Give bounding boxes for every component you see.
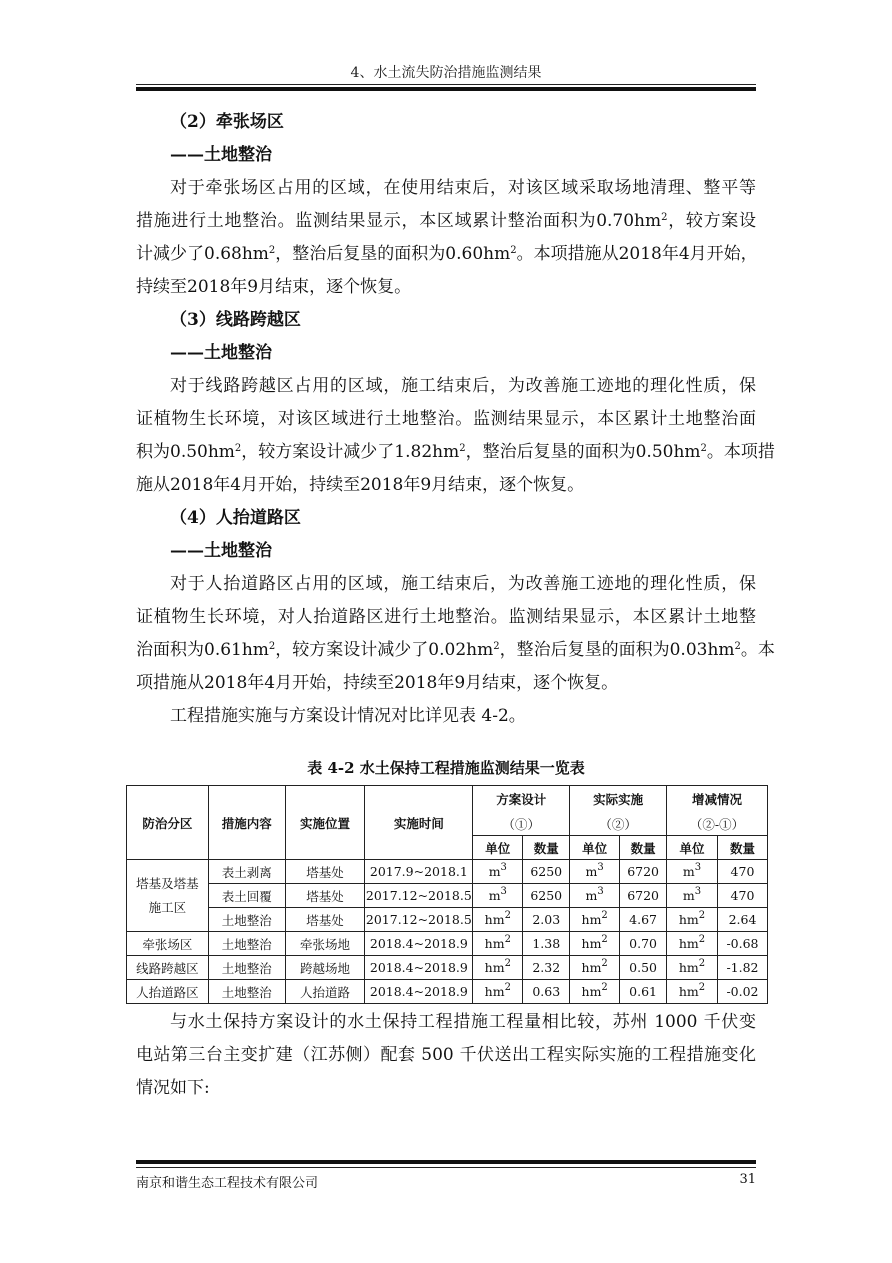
- comparison-note: 工程措施实施与方案设计情况对比详见表 4-2。: [170, 706, 526, 726]
- cell-time: 2018.4~2018.9: [365, 932, 473, 956]
- superscript: 2: [459, 443, 466, 454]
- unit-exponent: 3: [597, 862, 604, 873]
- unit-exponent: 3: [694, 862, 702, 873]
- header-unit: 单位: [570, 836, 620, 860]
- header-rule: [136, 84, 756, 85]
- unit-exponent: 3: [597, 886, 604, 897]
- text-run: ，较方案设计减少了1.82hm: [241, 442, 460, 462]
- cell-location: 塔基处: [285, 860, 365, 884]
- header-change-no: （②-①）: [667, 812, 768, 836]
- paragraph-line: [136, 601, 756, 634]
- cell-qty: 470: [717, 860, 767, 884]
- unit-base: m: [585, 864, 598, 879]
- cell-unit: [473, 908, 523, 932]
- text-run: ，整治后复垦的面积为0.60hm: [275, 244, 511, 264]
- unit-exponent: 2: [601, 982, 608, 993]
- text-run: 积为0.50hm: [136, 442, 235, 462]
- cell-unit: [570, 860, 620, 884]
- paragraph-line: [136, 271, 756, 304]
- footer-company: 南京和谐生态工程技术有限公司: [136, 1176, 319, 1191]
- cell-qty: 1.38: [523, 932, 570, 956]
- table-body: [127, 860, 768, 1004]
- cell-qty: 4.67: [620, 908, 667, 932]
- cell-measure: 表土剥离: [208, 860, 285, 884]
- paragraph-line: 电站第三台主变扩建（江苏侧）配套 500 千伏送出工程实际实施的工程措施变化: [136, 1045, 756, 1065]
- cell-unit: [667, 908, 718, 932]
- cell-qty: 0.70: [620, 932, 667, 956]
- unit-base: hm: [484, 984, 505, 999]
- cell-qty: 2.32: [523, 956, 570, 980]
- unit-base: hm: [484, 960, 505, 975]
- cell-qty: 2.03: [523, 908, 570, 932]
- superscript: 2: [234, 443, 242, 454]
- unit-exponent: 2: [504, 934, 511, 945]
- superscript: 2: [268, 641, 276, 652]
- header-unit: 单位: [667, 836, 718, 860]
- table-row: [127, 908, 768, 932]
- cell-unit: [570, 980, 620, 1004]
- superscript: 2: [661, 212, 668, 223]
- cell-qty: -1.82: [717, 956, 767, 980]
- cell-unit: [667, 932, 718, 956]
- unit-exponent: 2: [698, 982, 706, 993]
- unit-base: m: [682, 864, 695, 879]
- text-run: ，整治后复垦的面积为0.50hm: [465, 442, 701, 462]
- paragraph-line: [136, 634, 775, 667]
- cell-unit: [570, 884, 620, 908]
- cell-qty: -0.68: [717, 932, 767, 956]
- cell-qty: 6250: [523, 884, 570, 908]
- paragraph-line: [136, 403, 756, 436]
- cell-time: 2017.9~2018.1: [365, 860, 473, 884]
- cell-time: 2017.12~2018.5: [365, 884, 473, 908]
- unit-exponent: 2: [504, 982, 511, 993]
- text-run: 治面积为0.61hm: [136, 640, 269, 660]
- unit-exponent: 2: [504, 910, 511, 921]
- text-run: 对于牵张场区占用的区域，在使用结束后，对该区域采取场地清理、整平等: [170, 178, 756, 198]
- text-run: ，较方案设计减少了0.02hm: [275, 640, 494, 660]
- unit-exponent: 3: [500, 886, 507, 897]
- cell-qty: 6250: [523, 860, 570, 884]
- cell-location: 塔基处: [285, 884, 365, 908]
- footer-rule-thick: [136, 1160, 756, 1164]
- paragraph-line: [136, 238, 756, 271]
- text-run: 施从2018年4月开始，持续至2018年9月结束，逐个恢复。: [136, 475, 585, 495]
- results-table: [126, 785, 768, 1004]
- paragraph-line: [136, 568, 756, 601]
- header-plan-no: （①）: [473, 812, 570, 836]
- cell-unit: [667, 860, 718, 884]
- cell-measure: 土地整治: [208, 956, 285, 980]
- cell-measure: 土地整治: [208, 980, 285, 1004]
- unit-base: hm: [678, 984, 699, 999]
- table-row: [127, 980, 768, 1004]
- unit-exponent: 3: [500, 862, 507, 873]
- text-run: 对于线路跨越区占用的区域，施工结束后，为改善施工迹地的理化性质，保: [170, 376, 756, 396]
- table-row: [127, 860, 768, 884]
- paragraph-line: 情况如下:: [136, 1078, 210, 1098]
- cell-qty: 0.63: [523, 980, 570, 1004]
- text-run: ，较方案设: [667, 211, 757, 231]
- cell-qty: 470: [717, 884, 767, 908]
- cell-qty: 0.61: [620, 980, 667, 1004]
- unit-base: hm: [678, 960, 699, 975]
- paragraph-line: [136, 667, 756, 700]
- cell-qty: 2.64: [717, 908, 767, 932]
- unit-base: hm: [678, 936, 699, 951]
- unit-base: hm: [484, 936, 505, 951]
- section-subheading: ——土地整治: [170, 343, 272, 363]
- cell-time: 2018.4~2018.9: [365, 956, 473, 980]
- unit-base: hm: [581, 936, 602, 951]
- table-row: [127, 884, 768, 908]
- unit-base: m: [585, 888, 598, 903]
- cell-unit: [667, 980, 718, 1004]
- unit-base: hm: [581, 984, 602, 999]
- paragraph-line: [136, 469, 756, 502]
- header-unit: 单位: [473, 836, 523, 860]
- cell-location: 塔基处: [285, 908, 365, 932]
- header-location: 实施位置: [285, 786, 365, 860]
- unit-exponent: 2: [601, 910, 608, 921]
- table-row: [127, 932, 768, 956]
- section-heading: （3）线路跨越区: [170, 310, 301, 330]
- paragraph-line: 与水土保持方案设计的水土保持工程措施工程量相比较，苏州 1000 千伏变: [170, 1012, 756, 1032]
- superscript: 2: [268, 245, 276, 256]
- paragraph-line: [136, 172, 756, 205]
- unit-base: hm: [581, 912, 602, 927]
- unit-exponent: 2: [601, 958, 608, 969]
- cell-location: 牵张场地: [285, 932, 365, 956]
- cell-time: 2017.12~2018.5: [365, 908, 473, 932]
- text-run: 持续至2018年9月结束，逐个恢复。: [136, 277, 412, 297]
- cell-location: 人抬道路: [285, 980, 365, 1004]
- cell-unit: [473, 956, 523, 980]
- page-number: 31: [739, 1172, 756, 1187]
- cell-location: 跨越场地: [285, 956, 365, 980]
- text-run: 项措施从2018年4月开始，持续至2018年9月结束，逐个恢复。: [136, 673, 619, 693]
- text-run: 对于人抬道路区占用的区域，施工结束后，为改善施工迹地的理化性质，保: [170, 574, 756, 594]
- table-caption: 表 4-2 水土保持工程措施监测结果一览表: [307, 759, 585, 777]
- cell-zone: 人抬道路区: [127, 980, 209, 1004]
- cell-unit: [570, 908, 620, 932]
- text-run: 证植物生长环境，对人抬道路区进行土地整治。监测结果显示，本区累计土地整: [136, 607, 756, 627]
- cell-zone: 线路跨越区: [127, 956, 209, 980]
- cell-measure: 土地整治: [208, 908, 285, 932]
- text-run: 证植物生长环境，对该区域进行土地整治。监测结果显示，本区累计土地整治面: [136, 409, 756, 429]
- unit-exponent: 2: [698, 910, 706, 921]
- header-qty: 数量: [717, 836, 767, 860]
- footer-rule: [136, 1167, 756, 1168]
- text-run: 计减少了0.68hm: [136, 244, 269, 264]
- unit-exponent: 2: [698, 934, 706, 945]
- cell-unit: [473, 932, 523, 956]
- unit-base: hm: [678, 912, 699, 927]
- cell-unit: [570, 932, 620, 956]
- cell-zone: 塔基及塔基施工区: [127, 860, 209, 932]
- header-plan: 方案设计: [473, 786, 570, 813]
- paragraph-line: [136, 436, 775, 469]
- section-heading: （4）人抬道路区: [170, 508, 301, 528]
- table-row: [127, 956, 768, 980]
- unit-base: hm: [484, 912, 505, 927]
- unit-base: m: [488, 864, 501, 879]
- unit-base: m: [682, 888, 695, 903]
- cell-measure: 表土回覆: [208, 884, 285, 908]
- cell-qty: 6720: [620, 884, 667, 908]
- header-time: 实施时间: [365, 786, 473, 860]
- cell-zone: 牵张场区: [127, 932, 209, 956]
- text-run: 措施进行土地整治。监测结果显示，本区域累计整治面积为0.70hm: [136, 211, 662, 231]
- body-text: [136, 106, 775, 733]
- closing-paragraph: [136, 1006, 756, 1105]
- unit-exponent: 2: [601, 934, 608, 945]
- header-zone: 防治分区: [127, 786, 209, 860]
- header-actual: 实际实施: [570, 786, 667, 813]
- cell-unit: [570, 956, 620, 980]
- header-measure: 措施内容: [208, 786, 285, 860]
- header-change: 增减情况: [667, 786, 768, 813]
- unit-base: m: [488, 888, 501, 903]
- cell-unit: [667, 956, 718, 980]
- running-header: 4、水土流失防治措施监测结果: [350, 65, 542, 81]
- cell-qty: -0.02: [717, 980, 767, 1004]
- superscript: 2: [700, 443, 707, 454]
- cell-time: 2018.4~2018.9: [365, 980, 473, 1004]
- cell-unit: [667, 884, 718, 908]
- cell-unit: [473, 884, 523, 908]
- superscript: 2: [510, 245, 517, 256]
- cell-unit: [473, 860, 523, 884]
- unit-base: hm: [581, 960, 602, 975]
- cell-qty: 0.50: [620, 956, 667, 980]
- unit-exponent: 3: [694, 886, 702, 897]
- unit-exponent: 2: [698, 958, 706, 969]
- paragraph-line: [136, 370, 756, 403]
- section-heading: （2）牵张场区: [170, 112, 284, 132]
- cell-qty: 6720: [620, 860, 667, 884]
- superscript: 2: [734, 641, 741, 652]
- section-subheading: ——土地整治: [170, 541, 272, 561]
- cell-unit: [473, 980, 523, 1004]
- text-run: 。本项措: [706, 442, 775, 462]
- text-run: ，整治后复垦的面积为0.03hm: [499, 640, 735, 660]
- unit-exponent: 2: [504, 958, 511, 969]
- header-rule-thick: [136, 87, 756, 91]
- header-qty: 数量: [523, 836, 570, 860]
- text-run: 。本: [740, 640, 775, 660]
- section-subheading: ——土地整治: [170, 145, 272, 165]
- superscript: 2: [493, 641, 500, 652]
- header-actual-no: （②）: [570, 812, 667, 836]
- text-run: 。本项措施从2018年4月开始，: [516, 244, 758, 264]
- header-qty: 数量: [620, 836, 667, 860]
- paragraph-line: [136, 205, 756, 238]
- cell-measure: 土地整治: [208, 932, 285, 956]
